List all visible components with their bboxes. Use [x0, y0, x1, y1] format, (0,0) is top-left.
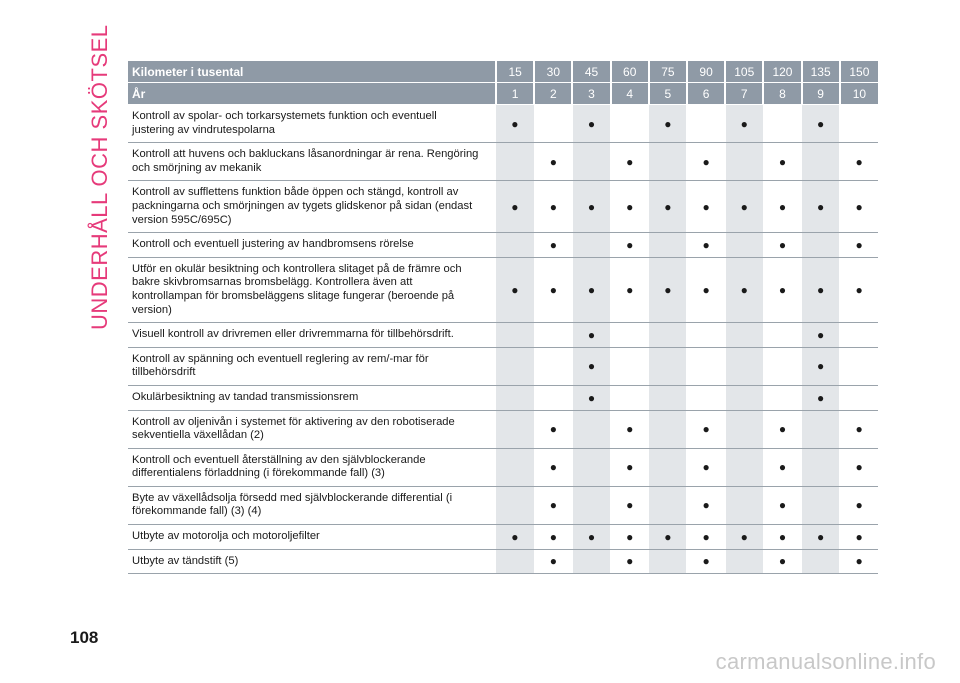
- empty-cell: [534, 347, 572, 385]
- service-mark: ●: [534, 549, 572, 574]
- empty-cell: [840, 105, 878, 143]
- empty-cell: [649, 549, 687, 574]
- service-mark: ●: [649, 257, 687, 322]
- empty-cell: [496, 486, 534, 524]
- service-mark: ●: [611, 486, 649, 524]
- table-row: [128, 181, 878, 233]
- table-row: [128, 525, 878, 550]
- task-description: Byte av växellådsolja försedd med självblockerande differential (i förekommande fall) (3) (4): [128, 486, 496, 524]
- empty-cell: [496, 410, 534, 448]
- service-mark: ●: [763, 257, 801, 322]
- service-mark: ●: [649, 105, 687, 143]
- empty-cell: [763, 385, 801, 410]
- empty-cell: [802, 486, 840, 524]
- service-mark: ●: [687, 486, 725, 524]
- service-mark: ●: [534, 143, 572, 181]
- year-header-8: 9: [802, 83, 840, 105]
- empty-cell: [802, 410, 840, 448]
- service-mark: ●: [763, 448, 801, 486]
- maintenance-schedule-table: [128, 61, 878, 574]
- empty-cell: [496, 448, 534, 486]
- year-header-3: 4: [611, 83, 649, 105]
- empty-cell: [496, 549, 534, 574]
- service-mark: ●: [611, 448, 649, 486]
- task-description: Kontroll av sufflettens funktion både öppen och stängd, kontroll av packningarna och smörjningen av tygets glidskenor på sidan (endast version 595C/695C): [128, 181, 496, 233]
- service-mark: ●: [611, 233, 649, 258]
- service-mark: ●: [534, 448, 572, 486]
- empty-cell: [687, 385, 725, 410]
- empty-cell: [649, 347, 687, 385]
- empty-cell: [687, 323, 725, 348]
- service-mark: ●: [763, 143, 801, 181]
- empty-cell: [572, 410, 610, 448]
- service-mark: ●: [572, 525, 610, 550]
- table-row: [128, 385, 878, 410]
- service-mark: ●: [840, 143, 878, 181]
- service-mark: ●: [840, 525, 878, 550]
- km-header-8: 135: [802, 61, 840, 83]
- service-mark: ●: [649, 181, 687, 233]
- service-mark: ●: [763, 549, 801, 574]
- table-row: [128, 105, 878, 143]
- table-row: [128, 486, 878, 524]
- table-row: [128, 257, 878, 322]
- service-mark: ●: [840, 549, 878, 574]
- empty-cell: [840, 385, 878, 410]
- service-mark: ●: [802, 385, 840, 410]
- km-header-6: 105: [725, 61, 763, 83]
- service-mark: ●: [496, 105, 534, 143]
- task-description: Kontroll av spänning och eventuell reglering av rem/-mar för tillbehörsdrift: [128, 347, 496, 385]
- km-header-4: 75: [649, 61, 687, 83]
- service-mark: ●: [840, 257, 878, 322]
- empty-cell: [725, 448, 763, 486]
- service-mark: ●: [687, 181, 725, 233]
- service-mark: ●: [534, 486, 572, 524]
- service-mark: ●: [572, 323, 610, 348]
- service-mark: ●: [687, 143, 725, 181]
- page-number: 108: [70, 628, 99, 647]
- table-row: [128, 143, 878, 181]
- km-header-5: 90: [687, 61, 725, 83]
- empty-cell: [763, 105, 801, 143]
- service-mark: ●: [534, 525, 572, 550]
- service-mark: ●: [496, 257, 534, 322]
- service-mark: ●: [687, 257, 725, 322]
- empty-cell: [572, 486, 610, 524]
- year-header-row: [128, 83, 878, 105]
- empty-cell: [725, 143, 763, 181]
- empty-cell: [572, 233, 610, 258]
- watermark: carmanualsonline.info: [715, 649, 936, 674]
- section-title: [70, 24, 130, 330]
- service-mark: ●: [687, 549, 725, 574]
- service-mark: ●: [725, 105, 763, 143]
- year-header-7: 8: [763, 83, 801, 105]
- service-mark: ●: [611, 181, 649, 233]
- year-header-label: År: [128, 83, 496, 105]
- km-header-3: 60: [611, 61, 649, 83]
- empty-cell: [802, 233, 840, 258]
- service-mark: ●: [534, 410, 572, 448]
- service-mark: ●: [534, 233, 572, 258]
- empty-cell: [725, 233, 763, 258]
- empty-cell: [649, 385, 687, 410]
- service-mark: ●: [840, 233, 878, 258]
- section-title-text: UNDERHÅLL OCH SKÖTSEL: [87, 24, 112, 330]
- empty-cell: [649, 323, 687, 348]
- empty-cell: [572, 549, 610, 574]
- table-row: [128, 347, 878, 385]
- task-description: Utbyte av motorolja och motoroljefilter: [128, 525, 496, 550]
- service-mark: ●: [802, 105, 840, 143]
- empty-cell: [572, 448, 610, 486]
- empty-cell: [611, 105, 649, 143]
- service-mark: ●: [725, 257, 763, 322]
- service-mark: ●: [802, 181, 840, 233]
- km-header-0: 15: [496, 61, 534, 83]
- service-mark: ●: [611, 410, 649, 448]
- service-mark: ●: [572, 257, 610, 322]
- service-mark: ●: [802, 323, 840, 348]
- empty-cell: [725, 486, 763, 524]
- km-header-1: 30: [534, 61, 572, 83]
- empty-cell: [649, 410, 687, 448]
- service-mark: ●: [763, 181, 801, 233]
- empty-cell: [725, 410, 763, 448]
- service-mark: ●: [572, 385, 610, 410]
- task-description: Utför en okulär besiktning och kontrollera slitaget på de främre och bakre skivbromsarnas bromsbelägg. Kontrollera även att kontrollampan för bromsbeläggens slitage fungerar (beroende på version): [128, 257, 496, 322]
- empty-cell: [763, 347, 801, 385]
- empty-cell: [687, 347, 725, 385]
- km-header-7: 120: [763, 61, 801, 83]
- task-description: Kontroll av oljenivån i systemet för aktivering av den robotiserade sekventiella växellådan (2): [128, 410, 496, 448]
- empty-cell: [572, 143, 610, 181]
- empty-cell: [649, 448, 687, 486]
- table-row: [128, 549, 878, 574]
- year-header-4: 5: [649, 83, 687, 105]
- service-mark: ●: [611, 525, 649, 550]
- service-mark: ●: [687, 525, 725, 550]
- empty-cell: [496, 385, 534, 410]
- service-mark: ●: [763, 233, 801, 258]
- empty-cell: [496, 323, 534, 348]
- year-header-5: 6: [687, 83, 725, 105]
- empty-cell: [611, 385, 649, 410]
- task-description: Kontroll av spolar- och torkarsystemets funktion och eventuell justering av vindrutespolarna: [128, 105, 496, 143]
- empty-cell: [687, 105, 725, 143]
- year-header-2: 3: [572, 83, 610, 105]
- service-mark: ●: [763, 410, 801, 448]
- empty-cell: [534, 385, 572, 410]
- empty-cell: [725, 385, 763, 410]
- task-description: Kontroll och eventuell justering av handbromsens rörelse: [128, 233, 496, 258]
- service-mark: ●: [611, 257, 649, 322]
- service-mark: ●: [496, 525, 534, 550]
- service-mark: ●: [611, 143, 649, 181]
- service-mark: ●: [725, 181, 763, 233]
- empty-cell: [611, 323, 649, 348]
- empty-cell: [611, 347, 649, 385]
- service-mark: ●: [611, 549, 649, 574]
- service-mark: ●: [534, 257, 572, 322]
- task-description: Okulärbesiktning av tandad transmissionsrem: [128, 385, 496, 410]
- km-header-label: Kilometer i tusental: [128, 61, 496, 83]
- service-mark: ●: [687, 233, 725, 258]
- km-header-row: [128, 61, 878, 83]
- empty-cell: [725, 549, 763, 574]
- empty-cell: [649, 143, 687, 181]
- service-mark: ●: [572, 347, 610, 385]
- service-mark: ●: [725, 525, 763, 550]
- empty-cell: [649, 233, 687, 258]
- empty-cell: [802, 448, 840, 486]
- service-mark: ●: [572, 105, 610, 143]
- service-mark: ●: [840, 448, 878, 486]
- km-header-2: 45: [572, 61, 610, 83]
- empty-cell: [763, 323, 801, 348]
- empty-cell: [802, 143, 840, 181]
- service-mark: ●: [802, 525, 840, 550]
- service-mark: ●: [840, 181, 878, 233]
- empty-cell: [496, 143, 534, 181]
- empty-cell: [496, 233, 534, 258]
- task-description: Visuell kontroll av drivremen eller drivremmarna för tillbehörsdrift.: [128, 323, 496, 348]
- empty-cell: [840, 323, 878, 348]
- empty-cell: [649, 486, 687, 524]
- service-mark: ●: [496, 181, 534, 233]
- empty-cell: [725, 347, 763, 385]
- year-header-0: 1: [496, 83, 534, 105]
- empty-cell: [496, 347, 534, 385]
- service-mark: ●: [687, 448, 725, 486]
- year-header-9: 10: [840, 83, 878, 105]
- empty-cell: [840, 347, 878, 385]
- service-mark: ●: [763, 525, 801, 550]
- empty-cell: [802, 549, 840, 574]
- service-mark: ●: [534, 181, 572, 233]
- service-mark: ●: [687, 410, 725, 448]
- service-mark: ●: [802, 257, 840, 322]
- service-mark: ●: [802, 347, 840, 385]
- task-description: Kontroll och eventuell återställning av den självblockerande differentialens förladdning (i förekommande fall) (3): [128, 448, 496, 486]
- task-description: Utbyte av tändstift (5): [128, 549, 496, 574]
- year-header-6: 7: [725, 83, 763, 105]
- empty-cell: [534, 105, 572, 143]
- task-description: Kontroll att huvens och bakluckans låsanordningar är rena. Rengöring och smörjning av mekanik: [128, 143, 496, 181]
- service-mark: ●: [840, 410, 878, 448]
- table-row: [128, 323, 878, 348]
- table-row: [128, 233, 878, 258]
- table-row: [128, 448, 878, 486]
- empty-cell: [725, 323, 763, 348]
- service-mark: ●: [649, 525, 687, 550]
- service-mark: ●: [840, 486, 878, 524]
- service-mark: ●: [572, 181, 610, 233]
- empty-cell: [534, 323, 572, 348]
- km-header-9: 150: [840, 61, 878, 83]
- year-header-1: 2: [534, 83, 572, 105]
- table-row: [128, 410, 878, 448]
- service-mark: ●: [763, 486, 801, 524]
